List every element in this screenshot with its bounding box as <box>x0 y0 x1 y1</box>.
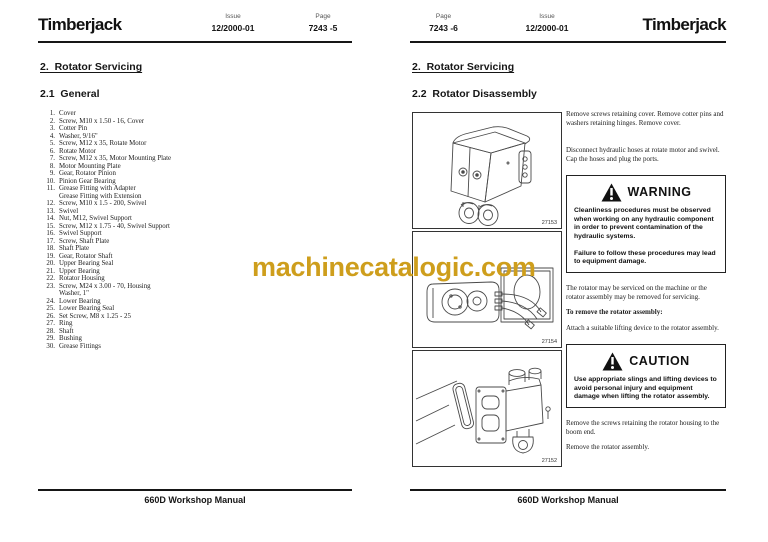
parts-list-item: 18. Shaft Plate <box>46 245 90 252</box>
instruction-paragraph: The rotator may be serviced on the machine or the rotator assembly may be removed for servicing. <box>566 283 707 302</box>
caution-box <box>566 344 726 408</box>
page-block <box>294 13 352 33</box>
page-block <box>416 13 471 33</box>
parts-list-item: 29. Bushing <box>46 335 82 342</box>
left-page-header <box>38 13 352 43</box>
warning-title: WARNING <box>627 185 692 200</box>
header-rule <box>410 41 726 43</box>
parts-list-item: 1. Cover <box>49 110 76 117</box>
warning-text: Failure to follow these procedures may lead to equipment damage. <box>574 249 716 266</box>
header-rule <box>38 41 352 43</box>
parts-list-item: 14. Nut, M12, Swivel Support <box>46 215 132 222</box>
watermark: machinecatalogic.com <box>252 252 536 282</box>
parts-list-item: 28. Shaft <box>46 327 74 335</box>
issue-block <box>502 13 592 33</box>
figure-hydraulic-hoses <box>412 231 562 348</box>
right-page-header <box>410 13 726 43</box>
parts-list-item: 25. Lower Bearing Seal <box>46 305 115 312</box>
parts-list <box>42 110 342 350</box>
issue-block <box>188 13 278 33</box>
footer-rule <box>38 489 352 491</box>
caution-text: Use appropriate slings and lifting devices to avoid personal injury and equipment damage when lifting the rotator assembly. <box>574 375 717 401</box>
page-number: 7243 -5 <box>308 23 338 33</box>
rotator-removal-illustration <box>413 351 561 466</box>
parts-list-item: 27. Ring <box>46 320 73 327</box>
parts-list-item: 26. Set Screw, M8 x 1.25 - 25 <box>46 312 131 320</box>
rotator-assembly-illustration <box>413 113 561 228</box>
parts-list-item: 2. Screw, M10 x 1.50 - 16, Cover <box>49 117 145 125</box>
parts-list-item: 20. Upper Bearing Seal <box>46 260 114 267</box>
instructions-column <box>566 110 726 453</box>
footer-rule <box>410 489 726 491</box>
issue-label: Issue <box>225 13 241 20</box>
issue-label: Issue <box>539 13 555 20</box>
parts-list-item: 21. Upper Bearing <box>46 267 100 275</box>
instruction-paragraph: Remove the rotator assembly. <box>566 443 650 452</box>
issue-value: 12/2000-01 <box>525 23 569 33</box>
instruction-paragraph: Disconnect hydraulic hoses at rotate motor and swivel. Cap the hoses and plug the ports. <box>566 145 720 163</box>
page-label: Page <box>435 13 452 20</box>
parts-list-item: 5. Screw, M12 x 35, Rotate Motor <box>49 140 147 147</box>
hydraulic-hoses-illustration <box>413 232 561 347</box>
figure-number: 27154 <box>541 339 557 345</box>
parts-list-item: 19. Gear, Rotator Shaft <box>46 252 113 260</box>
parts-list-item: 22. Rotator Housing <box>46 275 105 282</box>
page-label: Page <box>315 13 331 20</box>
timberjack-logo: Timberjack <box>38 15 122 34</box>
figure-rotator-assembly <box>412 112 562 229</box>
page-number: 7243 -6 <box>429 23 458 33</box>
parts-list-item: 12. Screw, M10 x 1.5 - 200, Swivel <box>46 200 147 207</box>
parts-list-item: 3. Cotter Pin <box>49 125 88 132</box>
parts-list-item: 16. Swivel Support <box>46 230 102 237</box>
parts-list-item: 8. Motor Mounting Plate <box>49 162 121 170</box>
parts-list-item: 9. Gear, Rotator Pinion <box>49 170 116 177</box>
instruction-subheading: To remove the rotator assembly: <box>566 308 663 317</box>
subsection-heading: 2.1 General <box>40 88 100 100</box>
parts-list-item: 24. Lower Bearing <box>46 297 101 305</box>
warning-text: Cleanliness procedures must be observed when working on any hydraulic component in order to prevent contamination of the hydraulic systems. <box>574 207 714 240</box>
parts-list-item: 6. Rotate Motor <box>49 147 96 155</box>
warning-triangle-icon <box>601 183 622 202</box>
issue-value: 12/2000-01 <box>211 23 255 33</box>
figure-number: 27152 <box>541 458 557 464</box>
section-heading: 2. Rotator Servicing <box>40 61 143 73</box>
figure-number: 27153 <box>541 220 557 226</box>
parts-list-item: 10. Pinion Gear Bearing <box>46 177 116 185</box>
parts-list-item: 13. Swivel <box>46 207 79 215</box>
parts-list-item: 7. Screw, M12 x 35, Motor Mounting Plate <box>49 155 172 162</box>
parts-list-item: 23. Screw, M24 x 3.00 - 70, Housing Washer, 1" <box>46 282 151 297</box>
warning-header <box>574 183 718 202</box>
instruction-paragraph: Attach a suitable lifting device to the rotator assembly. <box>566 323 719 332</box>
parts-list-item: 15. Screw, M12 x 1.75 - 40, Swivel Support <box>46 222 170 230</box>
warning-box <box>566 175 726 273</box>
subsection-heading: 2.2 Rotator Disassembly <box>412 88 537 100</box>
footer-title: 660D Workshop Manual <box>144 495 246 505</box>
figure-rotator-removal <box>412 350 562 467</box>
instruction-paragraph: Remove screws retaining cover. Remove cotter pins and washers retaining hinges. Remove cover. <box>566 110 724 128</box>
caution-header <box>574 352 718 371</box>
timberjack-logo: Timberjack <box>642 15 726 34</box>
caution-title: CAUTION <box>629 353 690 368</box>
parts-list-item: 4. Washer, 9/16" <box>49 132 98 140</box>
instruction-paragraph: Remove the screws retaining the rotator housing to the boom end. <box>566 418 720 437</box>
section-heading: 2. Rotator Servicing <box>412 61 515 73</box>
parts-list-item: 30. Grease Fittings <box>46 342 101 350</box>
footer-title: 660D Workshop Manual <box>517 495 619 505</box>
caution-triangle-icon <box>602 352 623 371</box>
parts-list-item: 17. Screw, Shaft Plate <box>46 237 110 245</box>
parts-list-item: 11. Grease Fitting with Adapter Grease Fitting with Extension <box>46 185 142 200</box>
